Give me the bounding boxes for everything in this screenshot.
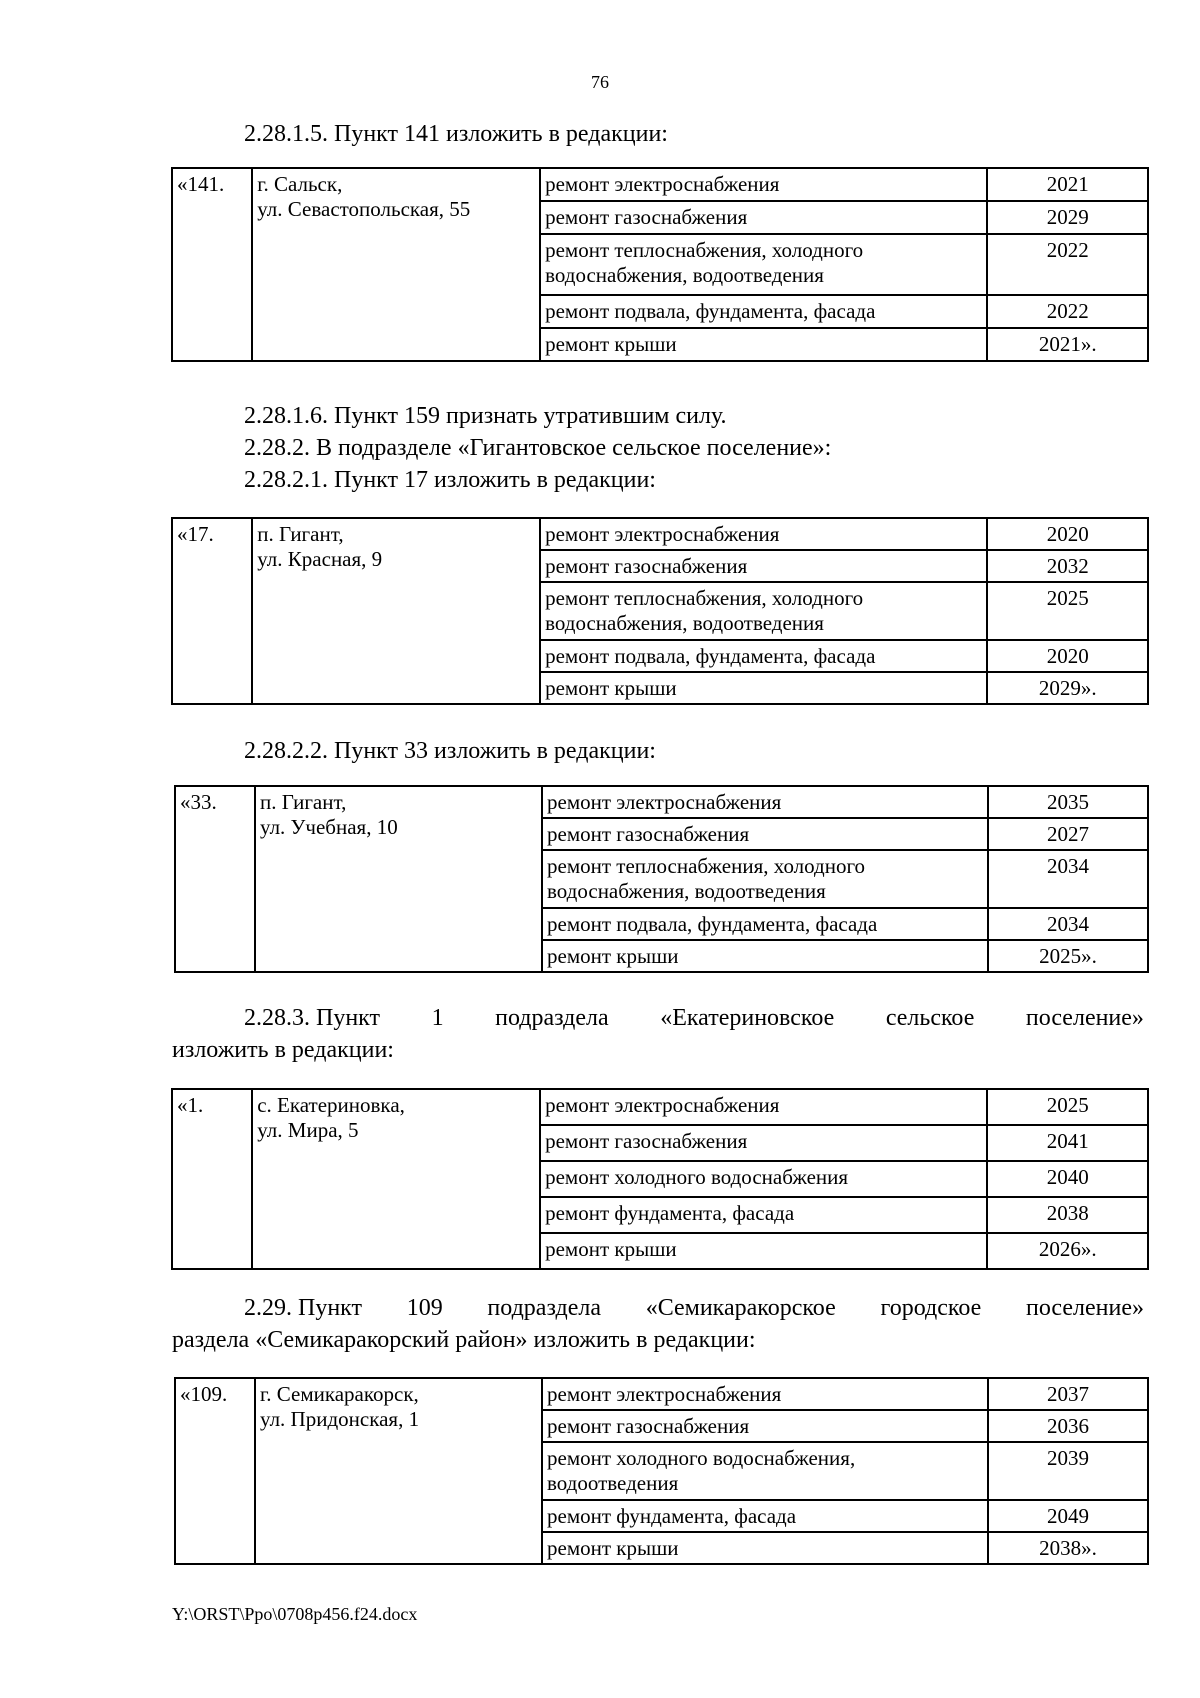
year-cell: 2034 bbox=[988, 908, 1148, 940]
table-row bbox=[172, 518, 1148, 550]
table-item-33 bbox=[174, 785, 1149, 973]
table-row bbox=[175, 1378, 1148, 1410]
year-cell: 2041 bbox=[987, 1125, 1148, 1161]
year-cell: 2034 bbox=[988, 850, 1148, 908]
table-row bbox=[172, 1089, 1148, 1125]
work-type-cell: ремонт электроснабжения bbox=[542, 786, 988, 818]
work-type-cell: ремонт газоснабжения bbox=[540, 201, 987, 234]
paragraph-2-28-2-1: 2.28.2.1. Пункт 17 изложить в редакции: bbox=[244, 467, 656, 493]
word: поселение» bbox=[1025, 1005, 1144, 1031]
table-row bbox=[175, 786, 1148, 818]
table-item-1 bbox=[171, 1088, 1149, 1270]
work-type-cell: ремонт электроснабжения bbox=[540, 518, 987, 550]
file-path-footer: Y:\ORST\Ppo\0708p456.f24.docx bbox=[172, 1604, 418, 1624]
work-type-cell: ремонт подвала, фундамента, фасада bbox=[540, 295, 987, 328]
item-number: «109. bbox=[175, 1378, 255, 1564]
year-cell: 2021». bbox=[987, 328, 1148, 361]
year-cell: 2035 bbox=[988, 786, 1148, 818]
address-cell bbox=[252, 1089, 540, 1269]
address-line: г. Семикаракорск, bbox=[260, 1382, 419, 1406]
address-line: ул. Учебная, 10 bbox=[260, 815, 398, 839]
year-cell: 2025». bbox=[988, 940, 1148, 972]
address-cell bbox=[252, 518, 540, 704]
paragraph-2-28-3-line1 bbox=[244, 1002, 1144, 1034]
year-cell: 2025 bbox=[987, 582, 1148, 640]
year-cell: 2039 bbox=[988, 1442, 1148, 1500]
year-cell: 2036 bbox=[988, 1410, 1148, 1442]
work-type-cell: ремонт крыши bbox=[542, 1532, 988, 1564]
word: подраздела bbox=[495, 1005, 609, 1031]
address-cell bbox=[255, 1378, 542, 1564]
table-item-109 bbox=[174, 1377, 1149, 1565]
paragraph-2-28-1-5: 2.28.1.5. Пункт 141 изложить в редакции: bbox=[244, 121, 668, 147]
address-line: г. Сальск, bbox=[257, 172, 343, 196]
paragraph-2-28-2-2: 2.28.2.2. Пункт 33 изложить в редакции: bbox=[244, 738, 656, 764]
word: сельское bbox=[885, 1005, 975, 1031]
work-type-cell: ремонт электроснабжения bbox=[542, 1378, 988, 1410]
work-type-cell: ремонт электроснабжения bbox=[540, 1089, 987, 1125]
address-line: ул. Придонская, 1 bbox=[260, 1407, 420, 1431]
table-row bbox=[172, 168, 1148, 201]
word: 1 bbox=[431, 1005, 444, 1031]
year-cell: 2027 bbox=[988, 818, 1148, 850]
word: «Семикаракорское bbox=[645, 1295, 836, 1321]
paragraph-2-28-1-6: 2.28.1.6. Пункт 159 признать утратившим силу. bbox=[244, 403, 727, 429]
word: городское bbox=[880, 1295, 982, 1321]
table-item-141 bbox=[171, 167, 1149, 362]
item-number: «141. bbox=[172, 168, 252, 361]
year-cell: 2038 bbox=[987, 1197, 1148, 1233]
year-cell: 2040 bbox=[987, 1161, 1148, 1197]
year-cell: 2029 bbox=[987, 201, 1148, 234]
work-type-cell: ремонт крыши bbox=[540, 328, 987, 361]
work-type-cell: ремонт холодного водоснабжения, водоотведения bbox=[542, 1442, 988, 1500]
table-item-17 bbox=[171, 517, 1149, 705]
year-cell: 2049 bbox=[988, 1500, 1148, 1532]
work-type-cell: ремонт газоснабжения bbox=[542, 1410, 988, 1442]
work-type-cell: ремонт газоснабжения bbox=[542, 818, 988, 850]
work-type-cell: ремонт подвала, фундамента, фасада bbox=[542, 908, 988, 940]
year-cell: 2032 bbox=[987, 550, 1148, 582]
year-cell: 2020 bbox=[987, 518, 1148, 550]
word: 109 bbox=[406, 1295, 443, 1321]
year-cell: 2025 bbox=[987, 1089, 1148, 1125]
year-cell: 2026». bbox=[987, 1233, 1148, 1269]
year-cell: 2021 bbox=[987, 168, 1148, 201]
work-type-cell: ремонт подвала, фундамента, фасада bbox=[540, 640, 987, 672]
year-cell: 2020 bbox=[987, 640, 1148, 672]
word: «Екатериновское bbox=[660, 1005, 835, 1031]
work-type-cell: ремонт фундамента, фасада bbox=[540, 1197, 987, 1233]
address-line: п. Гигант, bbox=[257, 522, 344, 546]
page-number: 76 bbox=[591, 72, 609, 92]
work-type-cell: ремонт холодного водоснабжения bbox=[540, 1161, 987, 1197]
work-type-cell: ремонт крыши bbox=[540, 1233, 987, 1269]
address-line: ул. Севастопольская, 55 bbox=[257, 197, 471, 221]
work-type-cell: ремонт электроснабжения bbox=[540, 168, 987, 201]
year-cell: 2022 bbox=[987, 234, 1148, 295]
paragraph-2-29-line2: раздела «Семикаракорский район» изложить в редакции: bbox=[172, 1327, 756, 1353]
paragraph-2-28-3-line2: изложить в редакции: bbox=[172, 1037, 394, 1063]
item-number: «1. bbox=[172, 1089, 252, 1269]
paragraph-2-28-2: 2.28.2. В подразделе «Гигантовское сельское поселение»: bbox=[244, 435, 832, 461]
item-number: «17. bbox=[172, 518, 252, 704]
address-cell bbox=[252, 168, 540, 361]
address-line: ул. Красная, 9 bbox=[257, 547, 383, 571]
address-cell bbox=[255, 786, 542, 972]
work-type-cell: ремонт газоснабжения bbox=[540, 1125, 987, 1161]
work-type-cell: ремонт теплоснабжения, холодного водоснабжения, водоотведения bbox=[542, 850, 988, 908]
address-line: п. Гигант, bbox=[260, 790, 347, 814]
work-type-cell: ремонт крыши bbox=[540, 672, 987, 704]
word: подраздела bbox=[487, 1295, 601, 1321]
item-number: «33. bbox=[175, 786, 255, 972]
work-type-cell: ремонт газоснабжения bbox=[540, 550, 987, 582]
word: 2.28.3. Пункт bbox=[244, 1005, 381, 1031]
word: поселение» bbox=[1025, 1295, 1144, 1321]
year-cell: 2022 bbox=[987, 295, 1148, 328]
work-type-cell: ремонт крыши bbox=[542, 940, 988, 972]
work-type-cell: ремонт теплоснабжения, холодного водоснабжения, водоотведения bbox=[540, 234, 987, 295]
work-type-cell: ремонт теплоснабжения, холодного водоснабжения, водоотведения bbox=[540, 582, 987, 640]
work-type-cell: ремонт фундамента, фасада bbox=[542, 1500, 988, 1532]
year-cell: 2029». bbox=[987, 672, 1148, 704]
year-cell: 2038». bbox=[988, 1532, 1148, 1564]
address-line: с. Екатериновка, bbox=[257, 1093, 405, 1117]
paragraph-2-29-line1 bbox=[244, 1292, 1144, 1324]
word: 2.29. Пункт bbox=[244, 1295, 363, 1321]
year-cell: 2037 bbox=[988, 1378, 1148, 1410]
address-line: ул. Мира, 5 bbox=[257, 1118, 359, 1142]
